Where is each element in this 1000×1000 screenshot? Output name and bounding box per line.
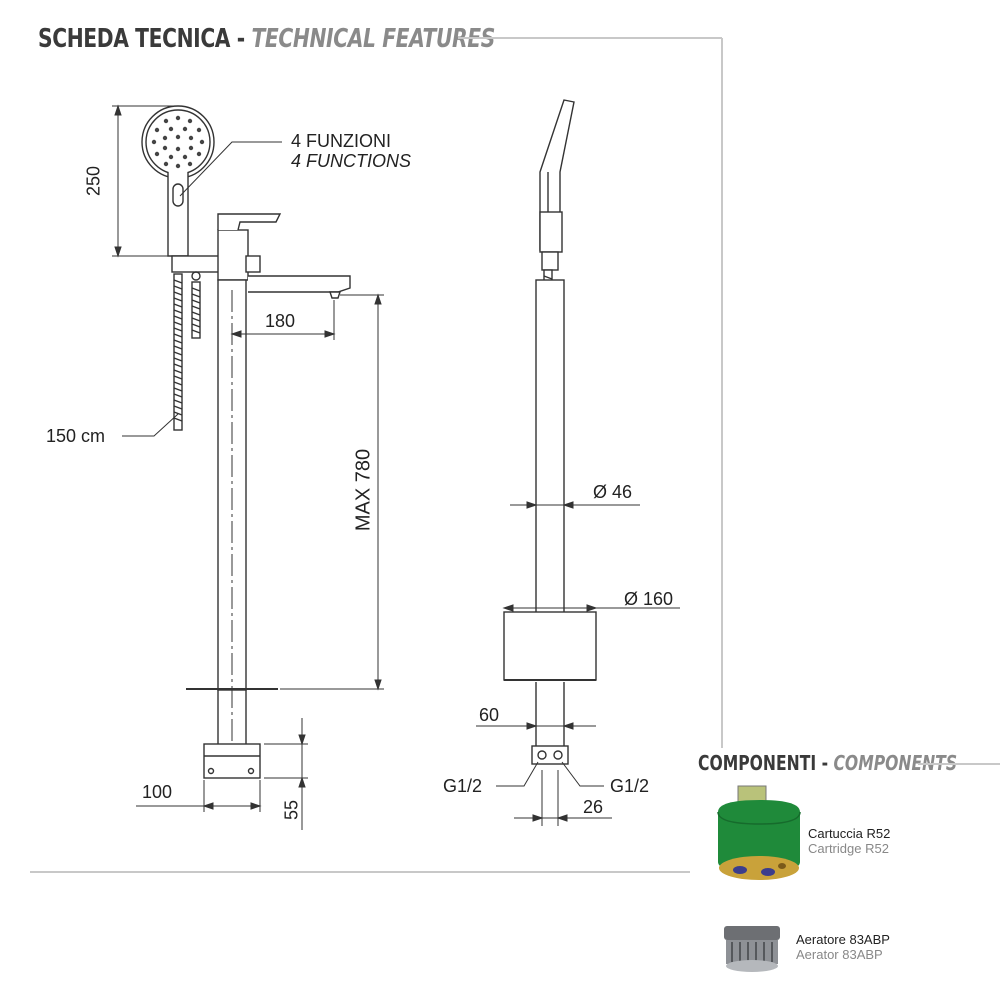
aerator-name-english: Aerator 83ABP xyxy=(796,947,883,962)
side-view-drawing xyxy=(504,100,596,764)
dim-max-height: MAX 780 xyxy=(352,448,375,532)
cartridge-name-italian: Cartuccia R52 xyxy=(808,826,891,841)
components-title-english: COMPONENTS xyxy=(833,751,958,775)
front-view-drawing xyxy=(142,106,350,778)
components-title-separator: - xyxy=(816,751,834,775)
component-aerator xyxy=(796,932,890,962)
inlet-left-label: G1/2 xyxy=(443,776,483,796)
dim-base-height: 55 xyxy=(281,799,302,821)
dim-handshower-length: 250 xyxy=(83,165,104,197)
component-cartridge xyxy=(808,826,890,856)
components-title-italian: COMPONENTI xyxy=(698,751,817,775)
aerator-name-italian: Aeratore 83ABP xyxy=(796,932,890,947)
title-english: TECHNICAL FEATURES xyxy=(251,24,495,54)
dim-flange-diameter: Ø 160 xyxy=(624,589,674,609)
dim-base-width: 100 xyxy=(142,782,173,802)
handshower-icon xyxy=(142,106,214,256)
dim-hose-length: 150 cm xyxy=(46,426,106,446)
cartridge-name-english: Cartridge R52 xyxy=(808,841,889,856)
dim-tube-diameter: Ø 46 xyxy=(593,482,633,502)
cartridge-icon xyxy=(718,786,800,880)
hose-icon xyxy=(174,274,200,430)
aerator-icon xyxy=(724,926,780,972)
inlet-right-label: G1/2 xyxy=(610,776,650,796)
dim-spout-length: 180 xyxy=(265,311,296,331)
title-italian: SCHEDA TECNICA xyxy=(38,24,231,54)
label-functions xyxy=(291,131,411,171)
functions-italian: 4 FUNZIONI xyxy=(291,131,392,151)
title-separator: - xyxy=(230,24,252,54)
dim-side-base: 60 xyxy=(479,705,500,725)
dim-inlet-spacing: 26 xyxy=(583,797,604,817)
functions-english: 4 FUNCTIONS xyxy=(291,151,412,171)
